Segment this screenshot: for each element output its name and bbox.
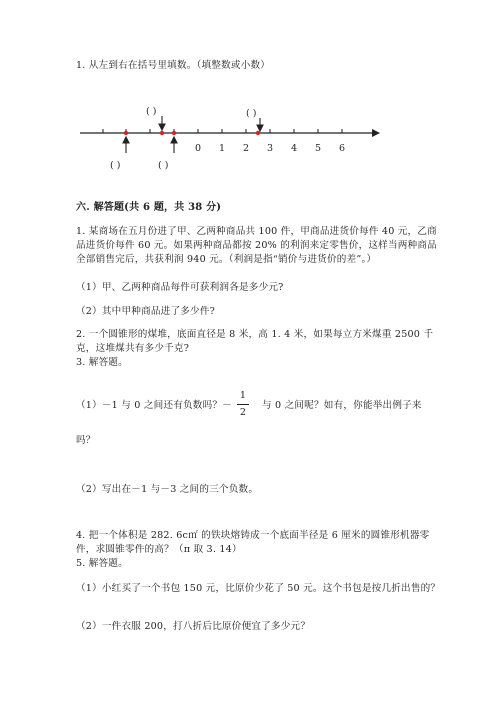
- fraction-bar: [237, 404, 249, 405]
- problem-2-stem: 2. 一个圆锥形的煤堆，底面直径是 8 米，高 1. 4 米，如果每立方米煤重 2500 千克，这堆煤共有多少千克?: [76, 329, 434, 354]
- point-marker: [256, 131, 260, 135]
- tick-label: 1: [219, 143, 226, 154]
- tick-label: 3: [267, 143, 274, 154]
- point-marker: [124, 131, 128, 135]
- answer-blank: ( ): [110, 160, 121, 171]
- problem-5-sub1: （1）小红买了一个书包 150 元，比原价少花了 50 元。这个书包是按几折出售的？: [76, 583, 441, 594]
- question-1-text: 1. 从左到右在括号里填数。（填整数或小数）: [76, 60, 271, 71]
- problem-1-sub1: （1）甲、乙两种商品每件可获利润各是多少元?: [76, 282, 284, 293]
- arrow-head-icon: [372, 129, 380, 137]
- tick-label: 0: [195, 143, 202, 154]
- problem-5-title: 5. 解答题。: [76, 558, 128, 569]
- tick-label: 5: [315, 143, 322, 154]
- fraction-denominator: 2: [239, 407, 247, 418]
- problem-3-sub1-part-c: 吗？: [76, 435, 96, 446]
- problem-1-sub2: （2）其中甲种商品进了多少件?: [76, 306, 215, 317]
- problem-5-sub2: （2）一件衣服 200，打八折后比原价便宜了多少元？: [76, 621, 311, 632]
- answer-blank: ( ): [246, 108, 257, 119]
- answer-blank: ( ): [146, 106, 157, 117]
- point-marker: [160, 131, 164, 135]
- problem-3-sub2: （2）写出在－1 与－3 之间的三个负数。: [76, 484, 259, 495]
- tick-label: 4: [291, 143, 298, 154]
- point-marker: [172, 131, 176, 135]
- answer-blank: ( ): [158, 160, 169, 171]
- problem-3-sub1-part-a: （1）－1 与 0 之间还有负数吗？－: [76, 400, 232, 411]
- section-title: 六. 解答题(共 6 题，共 38 分): [76, 202, 222, 213]
- problem-3-sub1-part-b: 与 0 之间呢？如有，你能举出例子来: [262, 400, 422, 411]
- tick-label: 6: [339, 143, 346, 154]
- tick-label: 2: [243, 143, 250, 154]
- problem-4-stem: 4. 把一个体积是 282. 6c㎡ 的铁块熔铸成一个底面半径是 6 厘米的圆锥形机器零件，求圆锥零件的高？（π 取 3. 14）: [76, 530, 430, 555]
- problem-1-stem: 1. 某商场在五月份进了甲、乙两种商品共 100 件，甲商品进货价每件 40 元，乙商品进货价每件 60 元。如果两种商品都按 20% 的利润来定零售价，这样当两种商品全部销售完后，共获利润 940 元。（利润是指“销价与进货价的差”。）: [76, 226, 437, 265]
- number-line-figure: [0, 0, 500, 200]
- fraction-numerator: 1: [239, 390, 247, 401]
- problem-3-title: 3. 解答题。: [76, 357, 128, 368]
